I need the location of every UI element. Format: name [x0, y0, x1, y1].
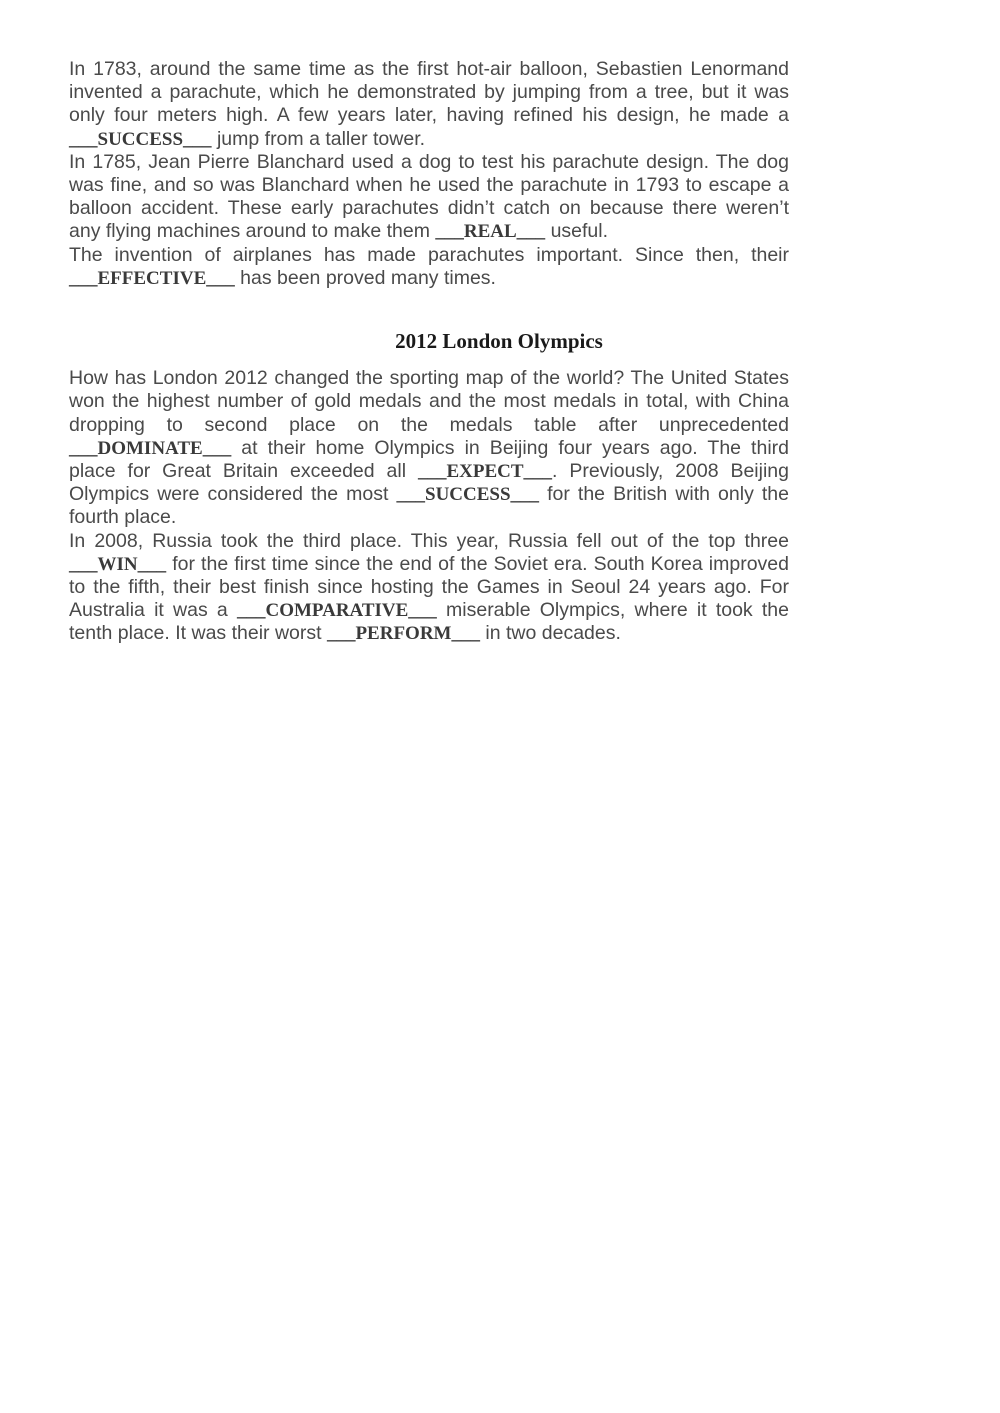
paragraph-blanchard	[69, 151, 789, 244]
paragraph-lenormand	[69, 58, 789, 151]
gap-word-success: ___SUCCESS___	[69, 128, 212, 150]
gap-word-win: ___WIN___	[69, 553, 167, 575]
text: at their home Olympics in Beijing four years ago. The third place for Great Britain exceeded all	[69, 436, 789, 483]
gap-word-success: ___SUCCESS___	[396, 484, 540, 506]
text: The invention of airplanes has made parachutes important. Since then, their	[69, 243, 789, 266]
gap-word-comparative: ___COMPARATIVE___	[236, 600, 437, 622]
gap-word-real: ___REAL___	[435, 221, 546, 243]
section-title: 2012 London Olympics	[395, 329, 603, 354]
text: . Previously, 2008 Beijing Olympics were considered the most	[69, 460, 789, 506]
text: has been proved many times.	[234, 266, 496, 289]
gap-word-effective: ___EFFECTIVE___	[69, 267, 235, 289]
text: useful.	[545, 220, 609, 243]
text: for the first time since the end of the Soviet era. South Korea improved to the fifth, their best finish since hosting the Games in Seoul 24 years ago. For Australia it was a	[69, 552, 789, 622]
text: in two decades.	[480, 622, 621, 645]
paragraph-russia	[69, 530, 789, 646]
text: In 1783, around the same time as the first hot-air balloon, Sebastien Lenormand invented a parachute, which he demonstrated by jumping from a tree, but it was only four meters high. A few years later, having refined his design, he made a	[69, 58, 789, 127]
gap-word-perform: ___PERFORM___	[326, 623, 480, 645]
worksheet-page	[69, 58, 789, 646]
text: In 1785, Jean Pierre Blanchard used a dog to test his parachute design. The dog was fine, and so was Blanchard when he used the parachute in 1793 to escape a balloon accident. These early parachutes didn’t catch on because there weren’t any flying machines around to make them	[69, 150, 789, 243]
gap-word-dominate: ___DOMINATE___	[69, 437, 232, 459]
text: miserable Olympics, where it took the tenth place. It was their worst	[69, 599, 789, 645]
gap-word-expect: ___EXPECT___	[417, 461, 553, 483]
paragraph-airplanes	[69, 244, 789, 290]
text: jump from a taller tower.	[211, 127, 426, 150]
text: In 2008, Russia took the third place. This year, Russia fell out of the top three	[69, 529, 789, 552]
paragraph-medals	[69, 367, 789, 529]
text: for the British with only the fourth place.	[69, 483, 789, 529]
text: How has London 2012 changed the sporting map of the world? The United States won the highest number of gold medals and the most medals in total, with China dropping to second place on the medals table after unprecedented	[69, 367, 789, 436]
